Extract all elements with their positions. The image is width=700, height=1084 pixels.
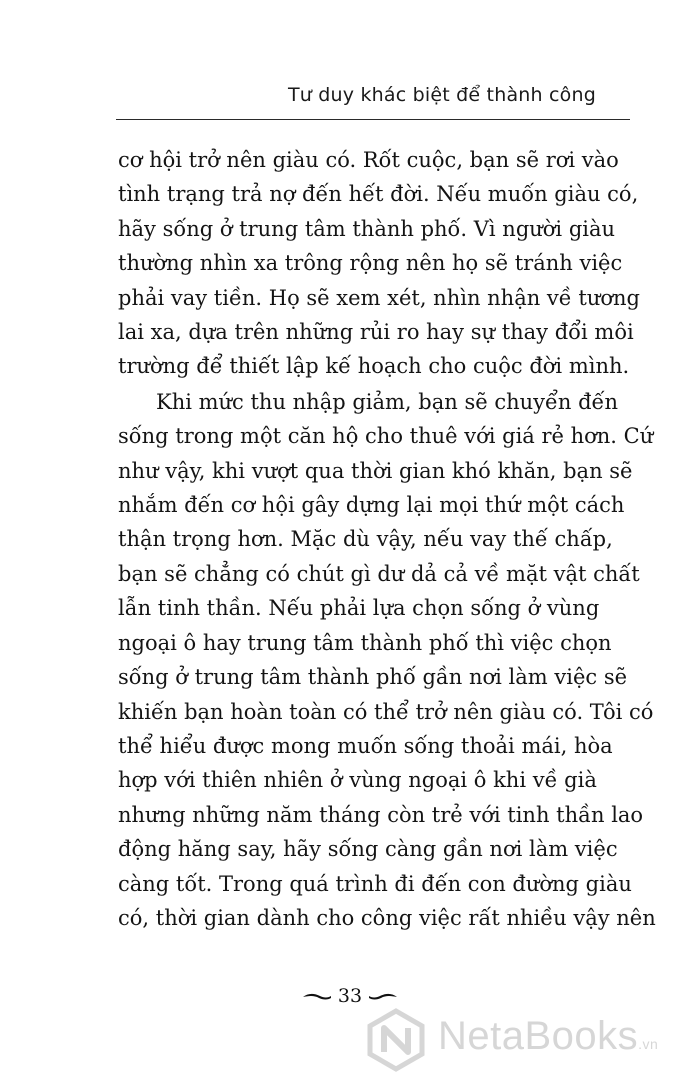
right-flourish-icon [368,992,398,1002]
page-number: 33 [337,985,363,1007]
text-line: trường để thiết lập kế hoạch cho cuộc đời mình. [118,354,630,379]
netabooks-watermark [360,1004,690,1074]
text-line: có, thời gian dành cho công việc rất nhiều vậy nên [118,905,656,930]
text-line: như vậy, khi vượt qua thời gian khó khăn, bạn sẽ [118,458,633,483]
watermark-brand: NetaBooks [438,1014,639,1058]
left-flourish-icon [302,992,332,1002]
text-line: sống trong một căn hộ cho thuê với giá rẻ hơn. Cứ [118,424,654,449]
text-line: cơ hội trở nên giàu có. Rốt cuộc, bạn sẽ rơi vào [118,148,619,172]
watermark-text [438,1014,658,1059]
text-line: thường nhìn xa trông rộng nên họ sẽ tránh việc [118,251,623,276]
text-line: thận trọng hơn. Mặc dù vậy, nếu vay thế chấp, [118,527,613,552]
watermark-suffix: .vn [638,1036,659,1052]
text-line: lai xa, dựa trên những rủi ro hay sự thay đổi môi [118,320,634,345]
paragraph-1 [118,143,640,384]
text-line: Khi mức thu nhập giảm, bạn sẽ chuyển đến [156,389,618,414]
text-line: tình trạng trả nợ đến hết đời. Nếu muốn giàu có, [118,182,639,207]
text-line: động hăng say, hãy sống càng gần nơi làm việc [118,837,618,862]
text-line: ngoại ô hay trung tâm thành phố thì việc chọn [118,630,612,655]
text-line: hợp với thiên nhiên ở vùng ngoại ô khi về già [118,768,597,793]
header-rule [116,119,630,120]
text-line: sống ở trung tâm thành phố gần nơi làm việc sẽ [118,665,628,690]
text-line: càng tốt. Trong quá trình đi đến con đường giàu [118,871,632,896]
text-line: bạn sẽ chẳng có chút gì dư dả cả về mặt vật chất [118,561,640,586]
text-line: nhưng những năm tháng còn trẻ với tinh thần lao [118,802,644,827]
paragraph-2 [118,385,656,936]
text-line: thể hiểu được mong muốn sống thoải mái, hòa [118,733,613,758]
running-header: Tư duy khác biệt để thành công [288,84,596,106]
body-text [118,143,656,935]
text-line: hãy sống ở trung tâm thành phố. Vì người giàu [118,216,616,241]
text-line: lẫn tinh thần. Nếu phải lựa chọn sống ở vùng [118,596,600,621]
text-line: phải vay tiền. Họ sẽ xem xét, nhìn nhận về tương [118,285,640,310]
text-line: nhắm đến cơ hội gây dựng lại mọi thứ một cách [118,493,625,518]
netabooks-logo-icon [364,1008,428,1072]
text-line: khiến bạn hoàn toàn có thể trở nên giàu có. Tôi có [118,699,654,724]
